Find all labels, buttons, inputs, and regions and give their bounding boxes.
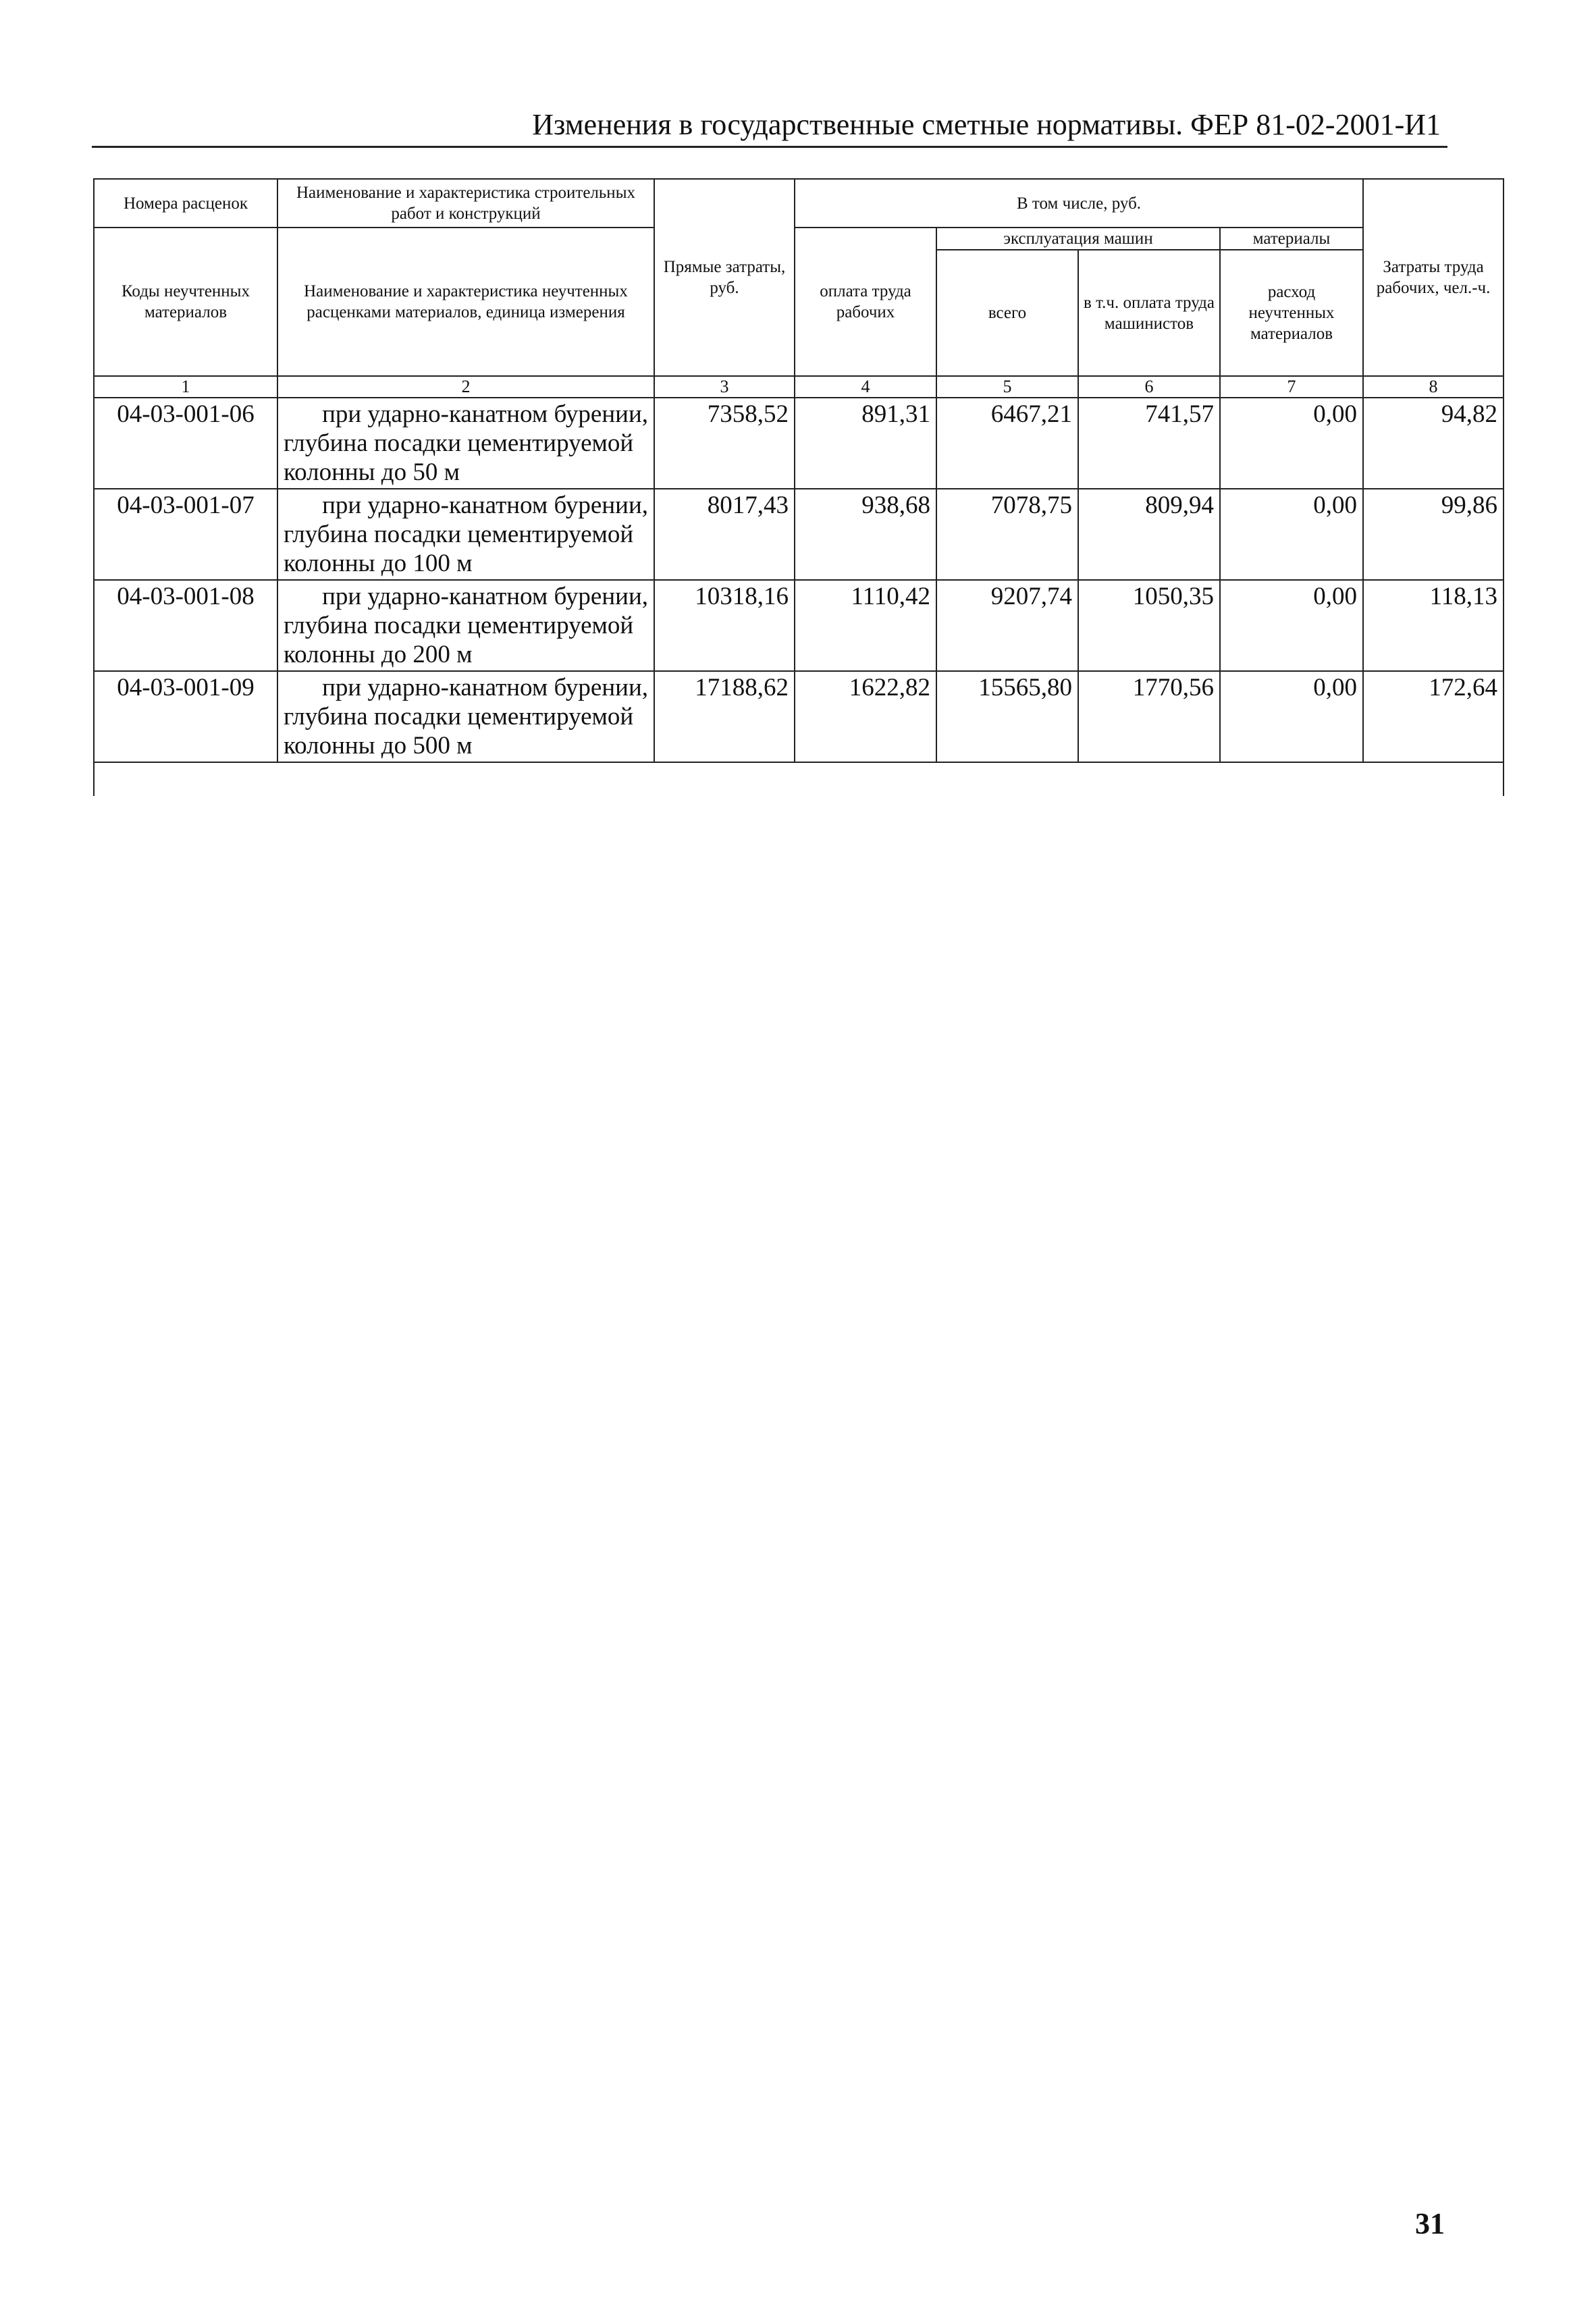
materials-cell: 0,00 <box>1220 489 1363 580</box>
work-name-line: колонны до 50 м <box>284 458 460 486</box>
materials-cell: 0,00 <box>1220 398 1363 489</box>
work-name-line: при ударно-канатном бурении, <box>322 583 648 610</box>
work-name <box>277 580 654 671</box>
rates-table <box>93 178 1504 796</box>
running-header: Изменения в государственные сметные нормативы. ФЕР 81-02-2001-И1 <box>92 108 1447 148</box>
table-row <box>94 489 1504 580</box>
column-number: 2 <box>277 376 654 398</box>
header-machine-operation: эксплуатация машин <box>936 228 1220 250</box>
header-operator-wages: в т.ч. оплата труда машинистов <box>1078 250 1220 376</box>
work-name-line: колонны до 100 м <box>284 550 473 577</box>
labor-cell: 118,13 <box>1363 580 1504 671</box>
header-labor-costs: Затраты труда рабочих, чел.-ч. <box>1363 179 1504 376</box>
labor-cell: 99,86 <box>1363 489 1504 580</box>
rate-code: 04-03-001-08 <box>94 580 277 671</box>
header-materials: материалы <box>1220 228 1363 250</box>
header-material-name: Наименование и характеристика неучтенных расценками материалов, единица измерения <box>277 228 654 376</box>
column-number: 5 <box>936 376 1078 398</box>
materials-cell: 0,00 <box>1220 580 1363 671</box>
wages-cell: 938,68 <box>795 489 936 580</box>
header-including: В том числе, руб. <box>795 179 1363 228</box>
blank-cell <box>94 762 1504 796</box>
header-unaccounted-materials: расход неучтенных материалов <box>1220 250 1363 376</box>
header-work-name: Наименование и характеристика строительных работ и конструкций <box>277 179 654 228</box>
work-name-line: колонны до 200 м <box>284 641 473 668</box>
work-name-line: глубина посадки цементируемой <box>284 521 634 548</box>
work-name <box>277 489 654 580</box>
column-number: 1 <box>94 376 277 398</box>
header-material-codes: Коды неучтенных материалов <box>94 228 277 376</box>
wages-cell: 1110,42 <box>795 580 936 671</box>
rate-code: 04-03-001-06 <box>94 398 277 489</box>
machines-total-cell: 15565,80 <box>936 671 1078 762</box>
labor-cell: 172,64 <box>1363 671 1504 762</box>
work-name-line: при ударно-канатном бурении, <box>322 674 648 701</box>
work-name <box>277 398 654 489</box>
table-row <box>94 398 1504 489</box>
table-row <box>94 580 1504 671</box>
table-continuation <box>94 762 1504 796</box>
column-number: 4 <box>795 376 936 398</box>
operator-wages-cell: 1050,35 <box>1078 580 1220 671</box>
column-number: 8 <box>1363 376 1504 398</box>
work-name-line: колонны до 500 м <box>284 732 473 760</box>
work-name-line: при ударно-канатном бурении, <box>322 400 648 428</box>
work-name-line: глубина посадки цементируемой <box>284 703 634 730</box>
page-number: 31 <box>1415 2207 1445 2240</box>
direct-costs-cell: 8017,43 <box>654 489 795 580</box>
table-row <box>94 671 1504 762</box>
wages-cell: 891,31 <box>795 398 936 489</box>
header-machines-total: всего <box>936 250 1078 376</box>
operator-wages-cell: 741,57 <box>1078 398 1220 489</box>
operator-wages-cell: 1770,56 <box>1078 671 1220 762</box>
header-direct-costs: Прямые затраты, руб. <box>654 179 795 376</box>
column-number: 7 <box>1220 376 1363 398</box>
column-number: 6 <box>1078 376 1220 398</box>
header-wages: оплата труда рабочих <box>795 228 936 376</box>
labor-cell: 94,82 <box>1363 398 1504 489</box>
work-name-line: при ударно-канатном бурении, <box>322 491 648 519</box>
operator-wages-cell: 809,94 <box>1078 489 1220 580</box>
header-rate-numbers: Номера расценок <box>94 179 277 228</box>
machines-total-cell: 9207,74 <box>936 580 1078 671</box>
work-name <box>277 671 654 762</box>
wages-cell: 1622,82 <box>795 671 936 762</box>
direct-costs-cell: 10318,16 <box>654 580 795 671</box>
machines-total-cell: 7078,75 <box>936 489 1078 580</box>
direct-costs-cell: 7358,52 <box>654 398 795 489</box>
column-number: 3 <box>654 376 795 398</box>
rate-code: 04-03-001-09 <box>94 671 277 762</box>
work-name-line: глубина посадки цементируемой <box>284 612 634 639</box>
work-name-line: глубина посадки цементируемой <box>284 429 634 457</box>
rate-code: 04-03-001-07 <box>94 489 277 580</box>
machines-total-cell: 6467,21 <box>936 398 1078 489</box>
materials-cell: 0,00 <box>1220 671 1363 762</box>
direct-costs-cell: 17188,62 <box>654 671 795 762</box>
